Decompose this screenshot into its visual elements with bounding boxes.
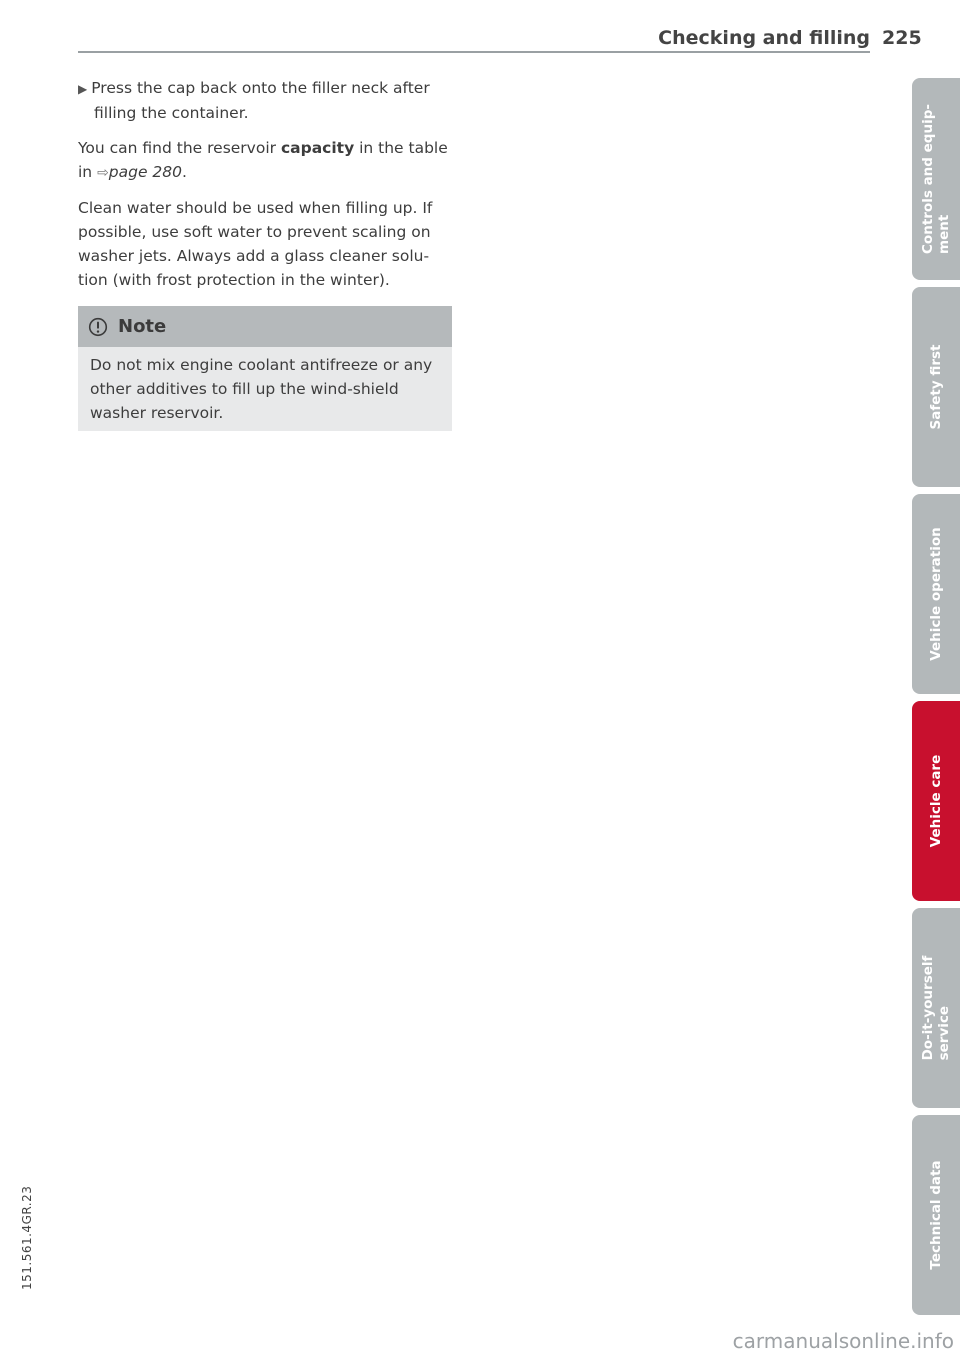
tab-label: Do-it-yourself service: [920, 955, 952, 1061]
note-title: Note: [118, 315, 167, 337]
print-code: 151.561.4GR.23: [20, 1185, 34, 1290]
watermark: carmanualsonline.info: [732, 1329, 954, 1353]
tab-safety-first[interactable]: [912, 287, 960, 487]
capacity-term: capacity: [280, 139, 355, 157]
main-content: [78, 76, 453, 431]
tab-vehicle-care[interactable]: [912, 701, 960, 901]
tab-do-it-yourself-service[interactable]: [912, 908, 960, 1108]
tab-label: Technical data: [928, 1160, 944, 1270]
instruction-step-text: Press the cap back onto the filler neck after filling the container.: [91, 79, 430, 122]
tab-label: Vehicle operation: [928, 527, 944, 661]
page-number: 225: [882, 27, 922, 49]
tab-label: Vehicle care: [928, 754, 944, 848]
tab-controls-and-equipment[interactable]: [912, 78, 960, 280]
note-text: Do not mix engine coolant antifreeze or any other additives to fill up the wind-shield washer reservoir.: [90, 356, 433, 422]
capacity-paragraph: You can find the reservoir capacity in the table in ⇨page 280.: [78, 139, 448, 181]
water-paragraph: Clean water should be used when filling up. If possible, use soft water to prevent scaling on washer jets. Always add a glass cleaner solu-tion (with frost protection in the winter).: [78, 199, 433, 289]
header-divider: [78, 51, 870, 53]
note-header: [78, 306, 452, 347]
note-box: [78, 306, 452, 431]
cross-reference-arrow-icon: ⇨: [97, 165, 109, 181]
tab-technical-data[interactable]: [912, 1115, 960, 1315]
tab-vehicle-operation[interactable]: [912, 494, 960, 694]
chapter-title: Checking and filling: [658, 27, 870, 49]
exclamation-circle-icon: [88, 317, 108, 337]
bullet-triangle-icon: ▶: [78, 82, 88, 96]
tab-label: Controls and equip- ment: [920, 104, 952, 254]
tab-label: Safety first: [928, 344, 944, 430]
page-reference-link[interactable]: page 280: [108, 163, 183, 181]
instruction-step: [78, 76, 453, 125]
